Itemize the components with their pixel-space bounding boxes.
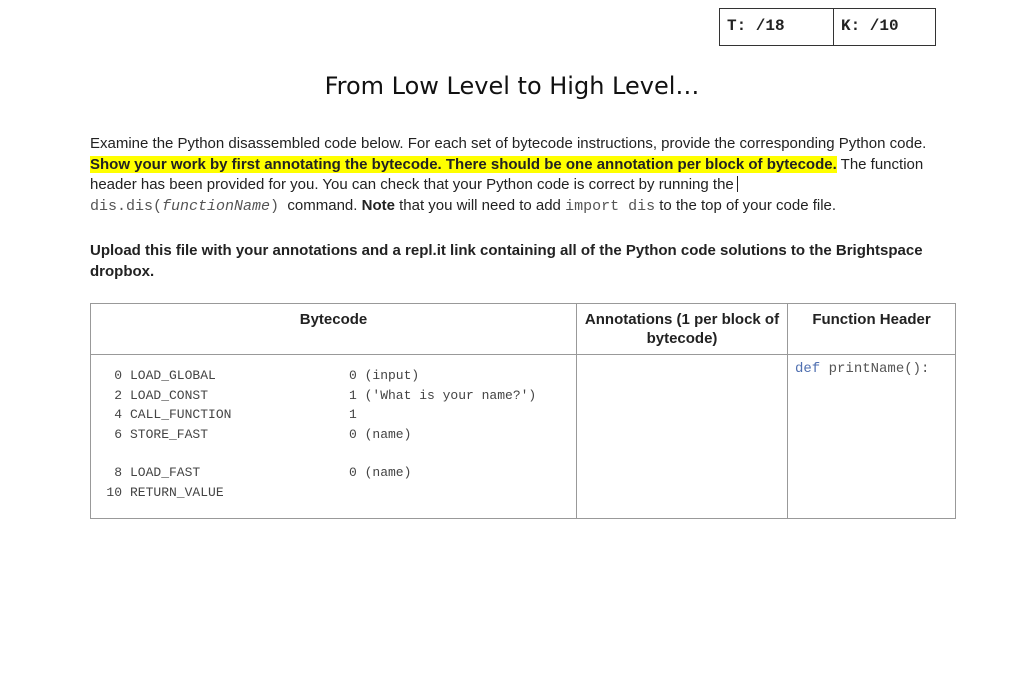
t-score: T: /18 (727, 17, 785, 35)
bytecode-line: 4 CALL_FUNCTION 1 (114, 407, 357, 423)
def-keyword: def (795, 361, 821, 377)
highlighted-instruction: Show your work by first annotating the bytecode. There should be one annotation per block of bytecode. (90, 155, 837, 173)
score-box (719, 8, 936, 46)
bytecode-header: Bytecode (91, 304, 577, 355)
bytecode-line: 0 LOAD_GLOBAL 0 (input) (114, 368, 420, 383)
page-title: From Low Level to High Level… (324, 72, 700, 100)
text-cursor (737, 176, 738, 192)
table-header-row (91, 304, 956, 355)
bytecode-block-2 (91, 463, 576, 502)
code-dis-call: dis.dis(functionName) (90, 197, 280, 215)
intro-text-4: that you will need to add (399, 196, 561, 214)
code-import: import dis (565, 197, 656, 215)
bytecode-cell (91, 355, 577, 519)
k-score: K: /10 (833, 9, 935, 45)
intro-text-5: to the top of your code file. (659, 196, 837, 214)
instructions-paragraph (90, 134, 930, 217)
annotations-header: Annotations (1 per block of bytecode) (577, 304, 788, 355)
bytecode-line: 8 LOAD_FAST 0 (name) (114, 465, 412, 480)
intro-text-2: The function header has been provided for you. You can check that your Python code is correct by running the (90, 155, 924, 193)
function-header-header: Function Header (788, 304, 956, 355)
upload-instructions: Upload this file with your annotations and a repl.it link containing all of the Python code solutions to the Brightspace dropbox. (90, 242, 923, 280)
bytecode-line: 10 RETURN_VALUE (106, 484, 224, 500)
bytecode-table (90, 303, 956, 519)
intro-text-3: command. (287, 196, 358, 214)
function-name: printName(): (828, 361, 930, 377)
note-label: Note (361, 196, 395, 214)
bytecode-line: 6 STORE_FAST 0 (name) (114, 426, 412, 442)
bytecode-block-1 (91, 366, 576, 444)
annotations-cell[interactable] (577, 355, 788, 519)
function-header-cell[interactable] (788, 355, 956, 519)
intro-text-1: Examine the Python disassembled code below. For each set of bytecode instructions, provide the corresponding Python code. (90, 135, 927, 152)
table-row (91, 355, 956, 519)
bytecode-line: 2 LOAD_CONST 1 ('What is your name?') (114, 387, 537, 403)
